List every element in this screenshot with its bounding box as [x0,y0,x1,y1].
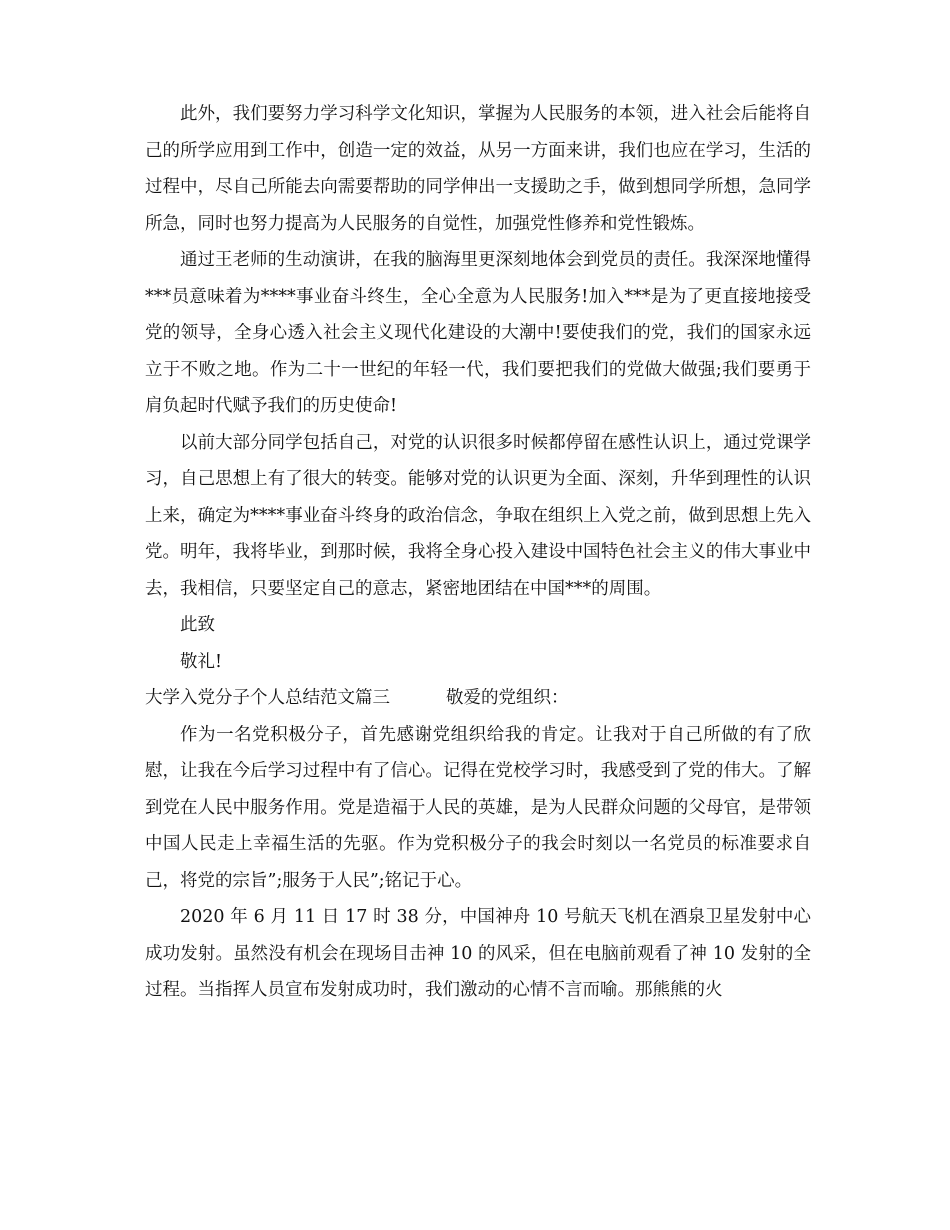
closing-jing-li: 敬礼! [180,651,223,672]
paragraph-activist-thanks: 作为一名党积极分子，首先感谢党组织给我的肯定。让我对于自己所做的有了欣慰，让我在今后学习过程中有了信心。记得在党校学习时，我感受到了党的伟大。了解到党在人民中服务作用。党是造福于人民的英雄，是为人民群众问题的父母官，是带领中国人民走上幸福生活的先驱。作为党积极分子的我会时刻以一名党员的标准要求自己，将党的宗旨”;服务于人民”;铭记于心。 [145,724,811,891]
document-body [145,96,811,1009]
section-title: 大学入党分子个人总结范文篇三 [145,688,390,708]
paragraph-teacher-speech: 通过王老师的生动演讲，在我的脑海里更深刻地体会到党员的责任。我深深地懂得***员意味着为****事业奋斗终生，全心全意为人民服务!加入***是为了更直接地接受党的领导，全身心透入社会主义现代化建设的大潮中!要使我们的党，我们的国家永远立于不败之地。作为二十一世纪的年轻一代，我们要把我们的党做大做强;我们要勇于肩负起时代赋予我们的历史使命! [145,250,811,416]
paragraph-shenzhou-launch: 2020 年 6 月 11 日 17 时 38 分，中国神舟 10 号航天飞机在酒泉卫星发射中心成功发射。虽然没有机会在现场目击神 10 的风采，但在电脑前观看了神 10 发射的全过程。当指挥人员宣布发射成功时，我们激动的心情不言而喻。那熊熊的火 [145,907,811,1000]
section-heading-line [145,680,811,717]
salutation: 敬爱的党组织： [446,688,569,708]
paragraph-understanding-party: 以前大部分同学包括自己，对党的认识很多时候都停留在感性认识上，通过党课学习，自己思想上有了很大的转变。能够对党的认识更为全面、深刻，升华到理性的认识上来，确定为****事业奋斗终身的政治信念，争取在组织上入党之前，做到思想上先入党。明年，我将毕业，到那时候，我将全身心投入建设中国特色社会主义的伟大事业中去，我相信，只要坚定自己的意志，紧密地团结在中国***的周围。 [145,432,811,599]
paragraph-study-knowledge: 此外，我们要努力学习科学文化知识，掌握为人民服务的本领，进入社会后能将自己的所学应用到工作中，创造一定的效益，从另一方面来讲，我们也应在学习，生活的过程中，尽自己所能去向需要帮助的同学伸出一支援助之手，做到想同学所想，急同学所急，同时也努力提高为人民服务的自觉性，加强党性修养和党性锻炼。 [145,104,811,234]
closing-ci-zhi: 此致 [180,615,215,635]
